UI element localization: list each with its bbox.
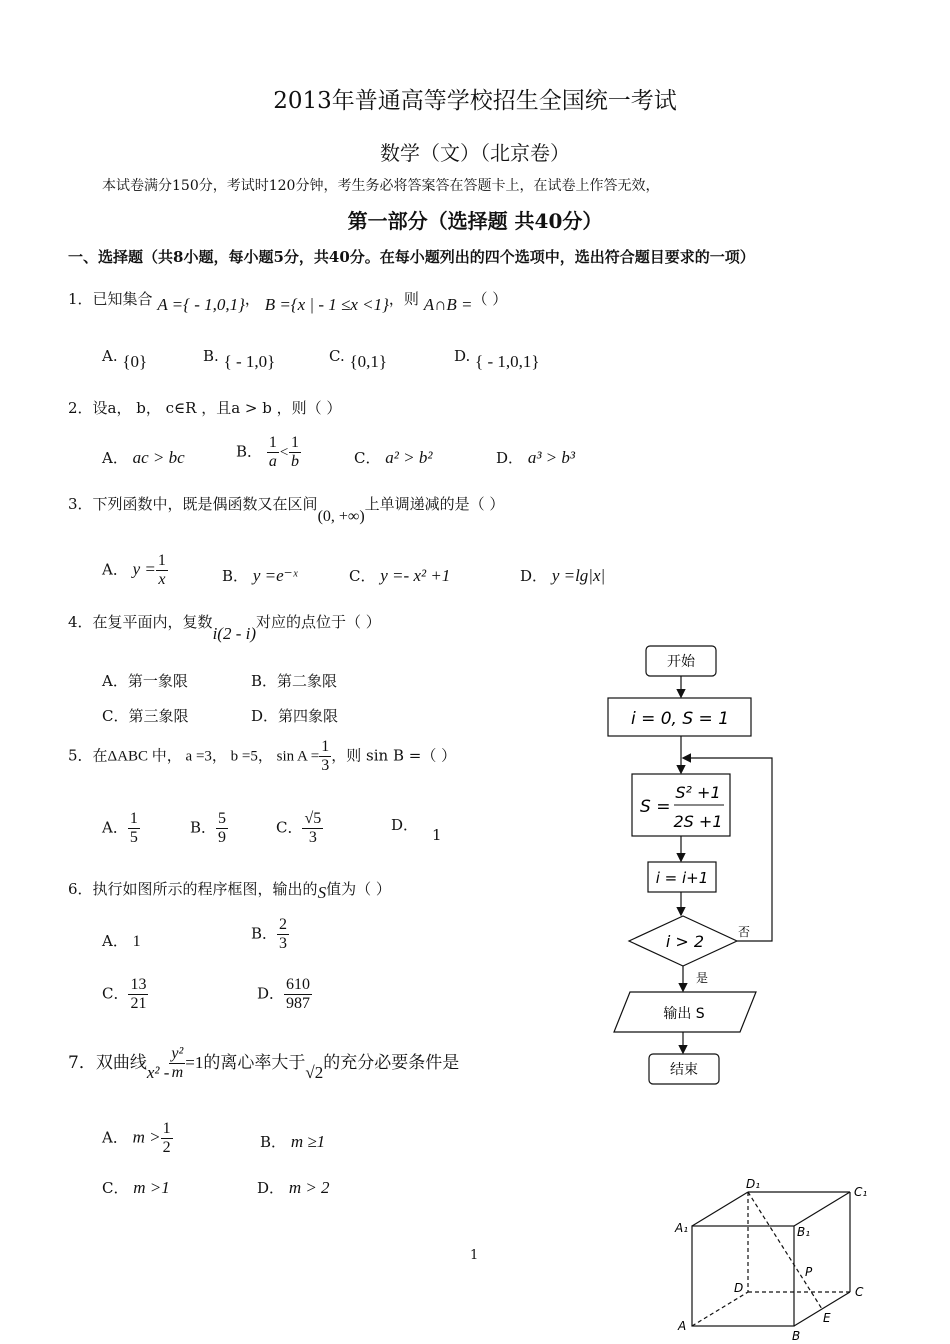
q1-comma: ， [244,290,260,308]
cube-label-d1: D₁ [746,1177,761,1191]
flow-yes-label: 是 [696,971,709,985]
q5-option-a[interactable]: A． $\frac{1}{5}$ [102,810,138,846]
cube-label-e: E [823,1311,831,1325]
q1-then: ，则 [388,290,419,308]
q5-option-c[interactable]: C． $\frac{√5}{3}$ [276,810,322,846]
flow-end-text: 结束 [670,1062,698,1078]
question-7: 7．双曲线x² - $\frac{\text{y²}}{m}$ =1的离心率大于√2的充分必要条件是 [68,1045,460,1082]
question-4: 4．在复平面内，复数i(2 - i)对应的点位于（ ） [68,613,381,643]
cube-label-p: P [805,1265,813,1279]
q6-option-b[interactable]: B． $\frac{2}{3}$ [251,916,288,952]
q7-option-a[interactable]: A． m > $\frac{1}{2}$ [102,1120,171,1156]
question-1 [68,288,508,314]
q4-option-c[interactable]: C．第三象限 [102,707,189,725]
q7-option-b[interactable]: B． m ≥1 [260,1132,326,1151]
q4-expr: i(2 - i) [212,624,256,643]
q3-option-d[interactable]: D． y =lg|x| [520,566,606,585]
q4-option-a[interactable]: A．第一象限 [102,672,188,690]
q3-option-c[interactable]: C． y =- x² +1 [349,566,451,585]
q6-option-a[interactable]: A． 1 [102,932,141,950]
question-3: 3．下列函数中，既是偶函数又在区间(0, +∞)上单调递减的是（ ） [68,495,505,525]
q3-interval: (0, +∞) [317,508,365,525]
q6-option-d[interactable]: D． $\frac{610}{987}$ [257,976,311,1012]
cube-label-a1: A₁ [675,1221,689,1235]
flow-output-text: 输出 S [663,1006,705,1022]
flow-incr-text: i = i+1 [655,869,709,887]
flow-start-text: 开始 [667,654,695,670]
q2-text: 设a， b， c∈R ，且a > b ，则（ ） [92,399,342,417]
cube-label-c: C [855,1285,864,1299]
q2-option-a[interactable]: A． ac > bc [102,448,185,467]
cube-label-b: B [792,1329,801,1343]
cube-label-a: A [678,1319,687,1333]
q4-option-b[interactable]: B．第二象限 [251,672,338,690]
page-number: 1 [470,1248,479,1263]
flow-cond-text: i > 2 [665,932,705,951]
q1-option-c[interactable]: C. {0,1} [329,347,388,371]
q1-text: 已知集合 [92,290,153,308]
flow-update-den: 2S +1 [673,812,723,831]
q4-option-d[interactable]: D．第四象限 [251,707,339,725]
q6-option-c[interactable]: C． $\frac{13}{21}$ [102,976,147,1012]
q7-option-d[interactable]: D． m > 2 [257,1178,330,1197]
flowchart [600,640,800,1100]
flow-init-text: i = 0, S = 1 [630,709,730,729]
flow-update-lhs: S = [640,797,671,817]
exam-intro: 本试卷满分150分，考试时120分钟，考生务必将答案答在答题卡上，在试卷上作答无效， [102,178,660,194]
q3-option-b[interactable]: B． y =e⁻ˣ [222,566,298,585]
q2-option-b[interactable]: B． $\frac{1}{a}$ < $\frac{1}{b}$ [236,434,299,470]
q7-option-c[interactable]: C． m >1 [102,1178,170,1197]
cube-label-c1: C₁ [854,1185,868,1199]
question-5: 5．在ΔABC 中， a =3， b =5， sin A = $\frac{1}{3}$ ，则 sin B =（ ） [68,738,457,774]
question-6: 6．执行如图所示的程序框图，输出的S值为（ ） [68,880,391,902]
cube-figure [670,1174,880,1344]
q2-option-c[interactable]: C． a² > b² [354,448,433,467]
flow-no-label: 否 [738,925,751,939]
q1-option-b[interactable]: B. { - 1,0} [203,347,276,371]
q1-paren: （ ） [472,290,508,308]
q1-set-b: B ={x | - 1 ≤x <1} [264,295,389,314]
q1-expr: A∩B = [423,295,473,314]
q2-option-d[interactable]: D． a³ > b³ [496,448,575,467]
flow-update-num: S² +1 [675,783,721,802]
exam-subtitle: 数学（文）（北京卷） [380,141,570,165]
q1-set-a: A ={ - 1,0,1} [157,295,245,314]
section-heading: 一、选择题（共8小题，每小题5分，共40分。在每小题列出的四个选项中，选出符合题目要求的一项） [68,248,755,266]
q5-option-b[interactable]: B． $\frac{5}{9}$ [190,810,227,846]
q1-option-d[interactable]: D. { - 1,0,1} [454,347,540,371]
question-2: 2．设a， b， c∈R ，且a > b ，则（ ） [68,399,342,417]
cube-label-b1: B₁ [797,1225,811,1239]
q1-option-a[interactable]: A. {0} [102,347,148,371]
q5-option-d[interactable]: D．1 [391,816,442,844]
q3-option-a[interactable]: A． y = $\frac{1}{x}$ [102,552,166,588]
part-title: 第一部分（选择题 共40分） [347,209,603,233]
cube-label-d: D [734,1281,744,1295]
q1-number: 1． [68,290,93,308]
exam-title: 2013年普通高等学校招生全国统一考试 [273,88,677,114]
